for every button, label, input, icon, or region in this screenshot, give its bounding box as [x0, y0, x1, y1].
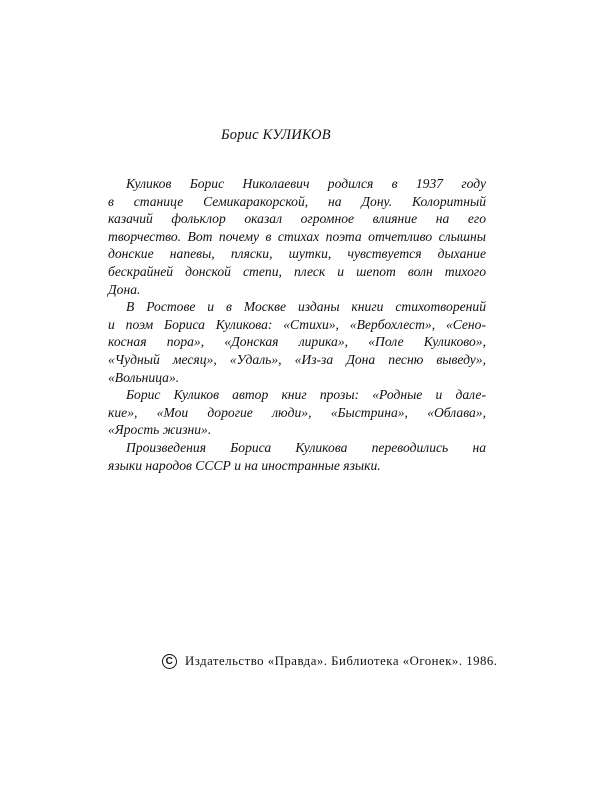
bio-paragraph-poetry: [108, 298, 486, 386]
bio-line: бескрайней донской степи, плеск и шепот волн тихого: [108, 263, 486, 279]
bio-line: и поэм Бориса Куликова: «Стихи», «Вербохлест», «Сено-: [108, 316, 486, 332]
bio-line: косная пора», «Донская лирика», «Поле Куликово»,: [108, 334, 486, 350]
bio-line: творчество. Вот почему в стихах поэта отчетливо слышны: [108, 228, 486, 244]
bio-line: Дона.: [108, 281, 141, 297]
publisher-imprint: [162, 654, 498, 669]
bio-line: В Ростове и в Москве изданы книги стихотворений: [126, 299, 486, 315]
bio-paragraph-prose: [108, 386, 486, 439]
bio-line: «Чудный месяц», «Удаль», «Из-за Дона песню выведу»,: [108, 351, 486, 367]
bio-paragraph-translations: [108, 439, 486, 474]
bio-line: казачий фольклор оказал огромное влияние на его: [108, 211, 486, 227]
author-biography: [108, 175, 486, 474]
bio-line: Борис Куликов автор книг прозы: «Родные и дале-: [126, 387, 486, 403]
author-title: Борис КУЛИКОВ: [221, 127, 331, 143]
bio-line: Произведения Бориса Куликова переводились на: [126, 439, 486, 455]
bio-line: «Вольница».: [108, 369, 180, 385]
bio-line: донские напевы, пляски, шутки, чувствуется дыхание: [108, 246, 486, 262]
bio-line: в станице Семикаракорской, на Дону. Колоритный: [108, 193, 486, 209]
bio-line: Куликов Борис Николаевич родился в 1937 году: [126, 176, 486, 191]
bio-paragraph-birth: [108, 175, 486, 298]
bio-line: кие», «Мои дорогие люди», «Быстрина», «Облава»,: [108, 404, 486, 420]
copyright-icon: C: [162, 654, 177, 669]
imprint-text: Издательство «Правда». Библиотека «Огонек». 1986.: [185, 654, 498, 668]
bio-line: «Ярость жизни».: [108, 422, 212, 438]
bio-line: языки народов СССР и на иностранные языки.: [108, 457, 381, 473]
